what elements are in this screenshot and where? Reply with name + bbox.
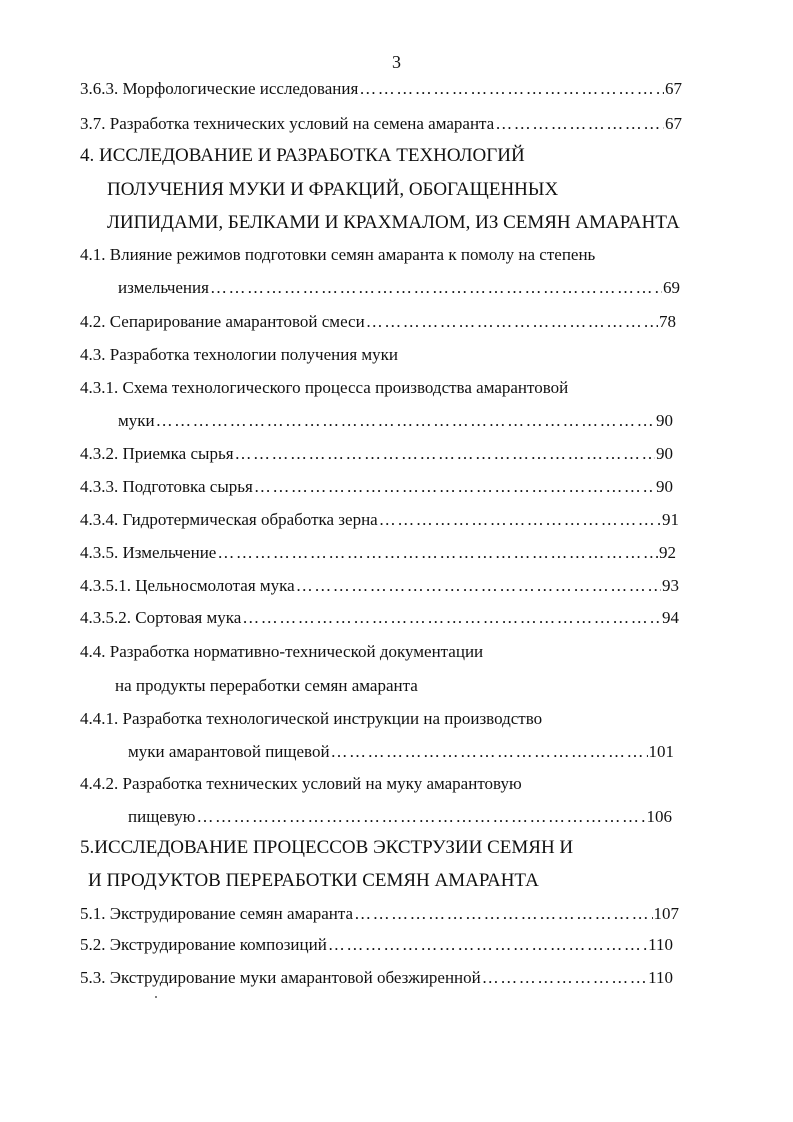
toc-entry (80, 113, 682, 135)
toc-page-number: 67 (665, 114, 682, 133)
leader-dots (210, 277, 662, 299)
toc-entry-text: 4.3.4. Гидротермическая обработка зерна (80, 510, 378, 529)
toc-page-number: 110 (648, 968, 673, 987)
leader-dots (242, 607, 661, 629)
toc-page-number: 101 (648, 742, 674, 761)
toc-page-number: 67 (665, 79, 682, 98)
chapter-heading-cont: И ПРОДУКТОВ ПЕРЕРАБОТКИ СЕМЯН АМАРАНТА (88, 870, 539, 891)
toc-entry-text: 5.2. Экструдирование композиций (80, 935, 327, 954)
scan-speck (155, 996, 157, 998)
leader-dots (482, 967, 647, 989)
leader-dots (217, 542, 658, 564)
toc-page-number: 107 (653, 904, 679, 923)
chapter-heading: 4. ИССЛЕДОВАНИЕ И РАЗРАБОТКА ТЕХНОЛОГИЙ (80, 145, 525, 166)
toc-page-number: 110 (648, 935, 673, 954)
leader-dots (196, 806, 645, 828)
toc-entry (118, 410, 673, 432)
toc-page-number: 92 (659, 543, 676, 562)
toc-entry-text: 5.1. Экструдирование семян амаранта (80, 904, 354, 923)
toc-entry-text: 4.3.5. Измельчение (80, 543, 217, 562)
toc-page-number: 94 (662, 608, 679, 627)
leader-dots (331, 741, 648, 763)
toc-entry (80, 78, 682, 100)
toc-entry-text: 3.7. Разработка технических условий на семена амаранта (80, 114, 495, 133)
toc-entry (80, 575, 679, 597)
chapter-heading-cont: ПОЛУЧЕНИЯ МУКИ И ФРАКЦИЙ, ОБОГАЩЕННЫХ (107, 179, 559, 200)
toc-entry (80, 311, 676, 333)
leader-dots (359, 78, 664, 100)
toc-entry-text: 4.2. Сепарирование амарантовой смеси (80, 312, 365, 331)
toc-page-number: 90 (656, 444, 673, 463)
leader-dots (235, 443, 655, 465)
toc-entry-text: 4.4.1. Разработка технологической инструкции на производство (80, 709, 543, 728)
leader-dots (156, 410, 655, 432)
toc-entry-text: 4.3.2. Приемка сырья (80, 444, 234, 463)
toc-page-number: 90 (656, 411, 673, 430)
toc-entry-text: 4.1. Влияние режимов подготовки семян амаранта к помолу на степень (80, 245, 596, 264)
toc-entry-text: 4.3. Разработка технологии получения муки (80, 345, 399, 364)
toc-entry-text: 4.3.1. Схема технологического процесса производства амарантовой (80, 378, 569, 397)
toc-entry-text: пищевую (128, 807, 196, 826)
toc-page-number: 78 (659, 312, 676, 331)
toc-entry-text: 5.3. Экструдирование муки амарантовой обезжиренной (80, 968, 481, 987)
toc-entry-text: муки (118, 411, 155, 430)
leader-dots (296, 575, 661, 597)
toc-entry (118, 277, 680, 299)
toc-entry-text: 4.3.5.1. Цельносмолотая мука (80, 576, 295, 595)
chapter-heading: 5.ИССЛЕДОВАНИЕ ПРОЦЕССОВ ЭКСТРУЗИИ СЕМЯН И (80, 837, 574, 858)
toc-entry-text: 4.4. Разработка нормативно-технической документации (80, 642, 484, 661)
page-number: 3 (392, 52, 401, 72)
toc-page-number: 106 (646, 807, 672, 826)
toc-page-number: 93 (662, 576, 679, 595)
leader-dots (354, 903, 652, 925)
toc-entry (80, 542, 676, 564)
toc-entry-text: 4.4.2. Разработка технических условий на муку амарантовую (80, 774, 522, 793)
toc-entry (128, 741, 674, 763)
toc-page-number: 69 (663, 278, 680, 297)
toc-page-number: 90 (656, 477, 673, 496)
toc-entry-text: измельчения (118, 278, 209, 297)
toc-entry-text: 4.3.3. Подготовка сырья (80, 477, 253, 496)
leader-dots (495, 113, 664, 135)
leader-dots (366, 311, 658, 333)
toc-entry (80, 509, 679, 531)
toc-entry-text: на продукты переработки семян амаранта (115, 676, 418, 695)
leader-dots (379, 509, 661, 531)
toc-entry-text: 4.3.5.2. Сортовая мука (80, 608, 242, 627)
toc-entry (80, 934, 673, 956)
toc-entry (128, 806, 672, 828)
toc-entry-text: 3.6.3. Морфологические исследования (80, 79, 359, 98)
chapter-heading-cont: ЛИПИДАМИ, БЕЛКАМИ И КРАХМАЛОМ, ИЗ СЕМЯН АМАРАНТА (107, 212, 680, 233)
toc-entry (80, 903, 679, 925)
toc-entry (80, 443, 673, 465)
toc-entry (80, 967, 673, 989)
toc-page-number: 91 (662, 510, 679, 529)
leader-dots (254, 476, 655, 498)
toc-entry (80, 607, 679, 629)
toc-entry (80, 476, 673, 498)
leader-dots (328, 934, 647, 956)
toc-entry-text: муки амарантовой пищевой (128, 742, 330, 761)
